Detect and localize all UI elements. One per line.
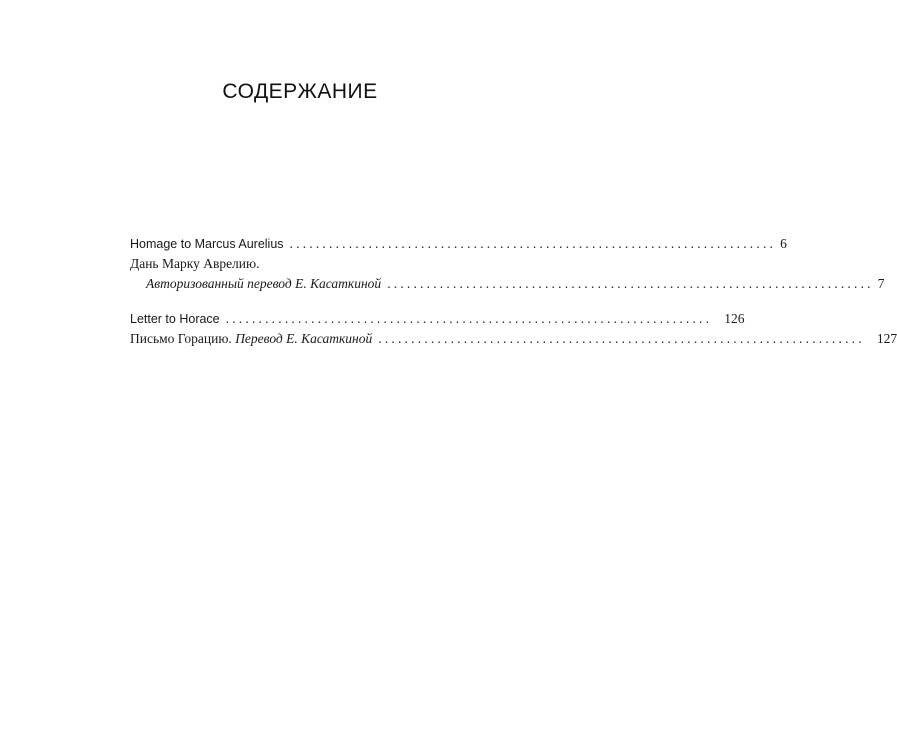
toc-entry-letter: [130, 309, 745, 329]
spacer: [130, 294, 502, 309]
toc-entry-homage: [130, 234, 787, 254]
toc-entry-dan-title: [130, 254, 502, 274]
toc-page-number: 126: [724, 311, 745, 326]
page-title: СОДЕРЖАНИЕ: [222, 80, 378, 103]
toc-entry-label: Letter to Horace: [130, 312, 220, 326]
toc-entry-sublabel: Авторизованный перевод Е. Касаткиной: [146, 276, 382, 291]
toc-entry-label: Дань Марку Аврелию.: [130, 256, 260, 271]
leader-dots: ..........................................................................: [289, 236, 777, 251]
toc-entry-pismo: [130, 329, 897, 349]
toc-entry-dan: [130, 274, 885, 294]
leader-dots: ..........................................................................: [387, 276, 874, 291]
toc-entry-sublabel: Перевод Е. Касаткиной: [235, 331, 373, 346]
toc-page-number: 7: [877, 276, 885, 291]
leader-dots: ..........................................................................: [225, 311, 713, 326]
leader-dots: ..........................................................................: [378, 331, 865, 346]
toc-page-number: 127: [876, 331, 897, 346]
toc-entry-label: Письмо Горацию.: [130, 331, 232, 346]
toc-page-number: 6: [780, 236, 787, 251]
toc-entry-label: Homage to Marcus Aurelius: [130, 237, 284, 251]
table-of-contents: [130, 234, 897, 349]
